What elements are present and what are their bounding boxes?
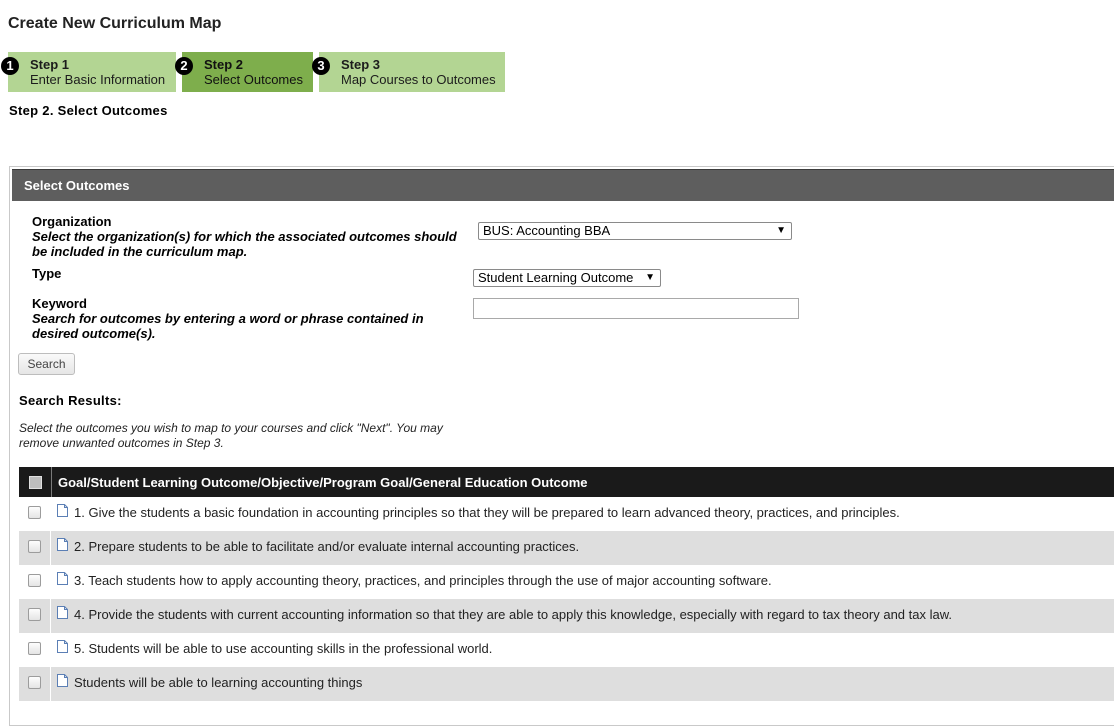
select-all-checkbox[interactable] bbox=[29, 476, 42, 489]
table-row bbox=[19, 531, 1114, 565]
step-3-subtitle: Map Courses to Outcomes bbox=[341, 72, 496, 87]
step-1-number-icon: 1 bbox=[1, 57, 19, 75]
type-select[interactable] bbox=[473, 269, 661, 287]
organization-selected-value: BUS: Accounting BBA bbox=[483, 223, 611, 238]
select-outcomes-panel bbox=[9, 166, 1114, 726]
organization-label: Organization bbox=[32, 214, 112, 229]
wizard-step-3[interactable] bbox=[319, 52, 505, 92]
outcome-text: 4. Provide the students with current accounting information so that they are able to apply this knowledge, especially with regard to tax theory and tax law. bbox=[74, 607, 952, 622]
outcome-text: 2. Prepare students to be able to facilitate and/or evaluate internal accounting practices. bbox=[74, 539, 580, 554]
table-row bbox=[19, 633, 1114, 667]
step-2-number-icon: 2 bbox=[175, 57, 193, 75]
row-checkbox[interactable] bbox=[28, 574, 41, 587]
table-row bbox=[19, 497, 1114, 531]
step-3-title: Step 3 bbox=[341, 57, 381, 72]
row-checkbox[interactable] bbox=[28, 676, 41, 689]
wizard-steps bbox=[8, 52, 518, 92]
keyword-input[interactable] bbox=[473, 298, 799, 319]
step-2-subtitle: Select Outcomes bbox=[204, 72, 303, 87]
outcome-text: 5. Students will be able to use accounting skills in the professional world. bbox=[74, 641, 493, 656]
search-button[interactable]: Search bbox=[18, 353, 75, 375]
caret-down-icon: ▼ bbox=[645, 272, 655, 283]
organization-field bbox=[32, 214, 467, 259]
type-field bbox=[32, 266, 467, 281]
caret-down-icon: ▼ bbox=[776, 225, 786, 236]
keyword-label: Keyword bbox=[32, 296, 87, 311]
type-label: Type bbox=[32, 266, 62, 281]
table-header bbox=[19, 467, 1114, 497]
select-all-cell bbox=[19, 467, 52, 497]
organization-select[interactable] bbox=[478, 222, 792, 240]
outcomes-table bbox=[19, 467, 1114, 701]
row-checkbox[interactable] bbox=[28, 642, 41, 655]
step-1-subtitle: Enter Basic Information bbox=[30, 72, 166, 87]
step-heading: Step 2. Select Outcomes bbox=[9, 103, 168, 118]
document-icon bbox=[57, 640, 68, 653]
keyword-field bbox=[32, 296, 442, 341]
wizard-step-2[interactable] bbox=[182, 52, 313, 92]
row-checkbox[interactable] bbox=[28, 506, 41, 519]
type-selected-value: Student Learning Outcome bbox=[478, 270, 634, 285]
keyword-hint: Search for outcomes by entering a word or phrase contained in desired outcome(s). bbox=[32, 311, 424, 341]
outcome-text: Students will be able to learning accounting things bbox=[74, 675, 363, 690]
document-icon bbox=[57, 538, 68, 551]
outcome-text: 3. Teach students how to apply accounting theory, practices, and principles through the use of major accounting software. bbox=[74, 573, 772, 588]
organization-hint: Select the organization(s) for which the associated outcomes should be included in the curriculum map. bbox=[32, 229, 457, 259]
wizard-step-1[interactable] bbox=[8, 52, 176, 92]
row-checkbox[interactable] bbox=[28, 540, 41, 553]
document-icon bbox=[57, 572, 68, 585]
table-row bbox=[19, 667, 1114, 701]
document-icon bbox=[57, 606, 68, 619]
table-row bbox=[19, 565, 1114, 599]
panel-header: Select Outcomes bbox=[12, 169, 1114, 201]
outcome-text: 1. Give the students a basic foundation in accounting principles so that they will be prepared to learn advanced theory, practices, and principles. bbox=[74, 505, 900, 520]
search-results-label: Search Results: bbox=[19, 393, 122, 408]
document-icon bbox=[57, 504, 68, 517]
table-row bbox=[19, 599, 1114, 633]
search-results-hint: Select the outcomes you wish to map to your courses and click "Next". You may remove unwanted outcomes in Step 3. bbox=[19, 421, 443, 450]
page-title: Create New Curriculum Map bbox=[8, 15, 222, 32]
step-2-title: Step 2 bbox=[204, 57, 244, 72]
step-3-number-icon: 3 bbox=[312, 57, 330, 75]
step-1-title: Step 1 bbox=[30, 57, 70, 72]
document-icon bbox=[57, 674, 68, 687]
row-checkbox[interactable] bbox=[28, 608, 41, 621]
column-header-outcome: Goal/Student Learning Outcome/Objective/Program Goal/General Education Outcome bbox=[58, 474, 588, 490]
